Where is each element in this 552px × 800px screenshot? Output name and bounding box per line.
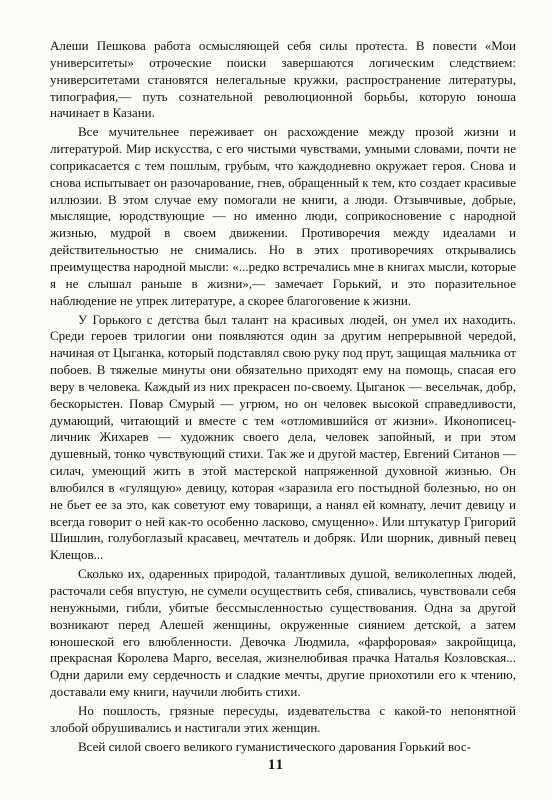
page-number: 11 — [267, 757, 285, 773]
paragraph: Все мучительнее переживает он расхождение между прозой жизни и литературой. Мир искусства, с его чистыми чувствами, умными словами, почти не соприкасается с тем пошлым, грубым, что каждодневно окружает героя. Снова и снова испытывает он разочарование, гнев, обращенный к тем, кто создает красивые иллюзии. В этом случае ему помогали не книги, а люди. Отзывчивые, добрые, мыслящие, юродствующие — но именно люди, соприкосновение с народной жизнью, мудрой в своем движении. Противоречия между идеалами и действительностью не снимались. Но в этих противоречиях открывались преимущества народной мысли: «...редко встречались мне в книгах мысли, которые я не слышал раньше в жизни»,— замечает Горький, и это поразительное наблюдение не упрек литературе, а скорее благоговение к жизни. — [50, 124, 516, 308]
paragraph: Но пошлость, грязные пересуды, издевательства с какой-то непонятной злобой обрушивались и настигали этих женщин. — [50, 702, 516, 735]
paragraph: Сколько их, одаренных природой, талантливых душой, великолепных людей, расточали себя впустую, не сумели осуществить себя, спивались, чувствовали себя ненужными, гибли, убитые бессмысленностью существования. Одна за другой возникают перед Алешей женщины, окруженные сиянием детской, а затем юношеской его влюбленности. Девочка Людмила, «фарфоровая» закройщица, прекрасная Королева Марго, веселая, жизнелюбивая прачка Наталья Козловская... Одни дарили ему сердечность и сладкие мечты, другие приохотили его к чтению, доставали ему книги, научили любить стихи. — [50, 566, 516, 700]
body-text — [50, 38, 516, 755]
paragraph: У Горького с детства был талант на красивых людей, он умел их находить. Среди героев трилогии они появляются один за другим непрерывной чередой, начиная от Цыганка, который подставлял свою руку под прут, защищая мальчика от побоев. В тяжелые минуты они обязательно приходят ему на помощь, спасая его веру в человека. Каждый из них прекрасен по-своему. Цыганок — весельчак, добр, бескорыстен. Повар Смурый — угрюм, но он человек высокой справедливости, думающий, читающий и вместе с тем «отломившийся от жизни». Иконописец-личник Жихарев — художник своего дела, человек запойный, и при этом душевный, тонко чувствующий стихи. Так же и другой мастер, Евгений Ситанов — силач, умеющий жить в этой мастерской напряженной духовной жизнью. Он влюбился в «гулящую» девицу, которая «заразила его постыдной болезнью, но он не бьет ее за это, как советуют ему товарищи, а нанял ей комнату, лечит девицу и всегда говорит о ней как-то особенно ласково, смущенно». Или штукатур Григорий Шишлин, голубоглазый красавец, мечтатель и добряк. Или шорник, дивный певец Клещов... — [50, 311, 516, 563]
paragraph-continued: Алеши Пешкова работа осмысляющей себя силы протеста. В повести «Мои университеты» отроческие поиски завершаются логическим следствием: университетами становятся нелегальные кружки, распространение литературы, типография,— путь сознательной революционной борьбы, которую юноша начинает в Казани. — [50, 38, 516, 121]
paragraph: Всей силой своего великого гуманистического дарования Горький вос- — [78, 738, 471, 754]
